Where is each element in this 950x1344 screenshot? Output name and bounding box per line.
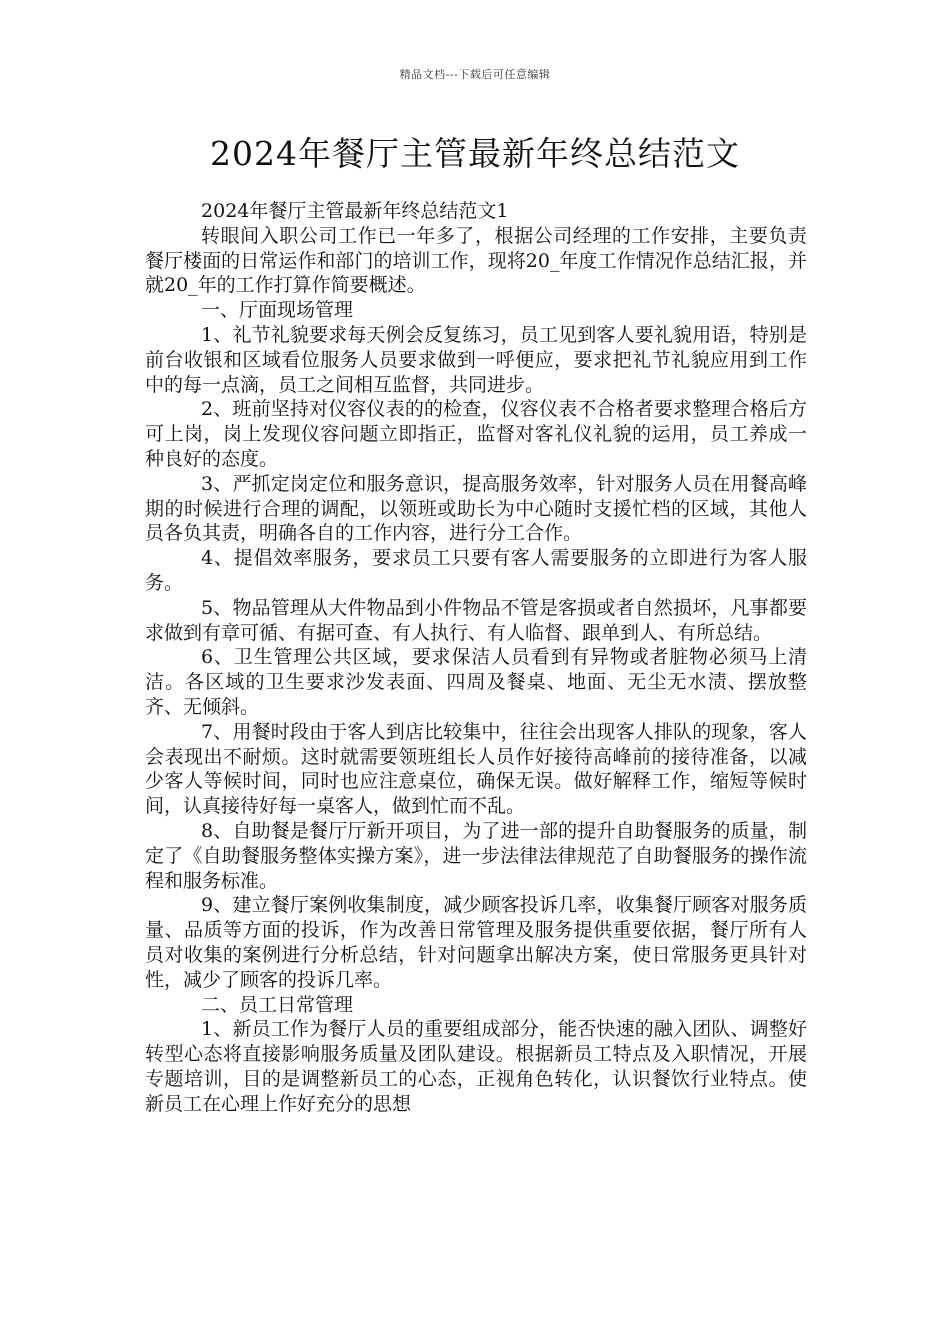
paragraph-post-assignment: 3、严抓定岗定位和服务意识，提高服务效率，针对服务人员在用餐高峰期的时候进行合理的调配，以领班或助长为中心随时支援忙档的区域，其他人员各负其责，明确各自的工作内容，进行分工合作。 bbox=[145, 472, 807, 545]
paragraph-case-collection: 9、建立餐厅案例收集制度，减少顾客投诉几率，收集餐厅顾客对服务质量、品质等方面的投诉，作为改善日常管理及服务提供重要依据，餐厅所有人员对收集的案例进行分析总结，针对问题拿出解决方案，使日常服务更具针对性，减少了顾客的投诉几率。 bbox=[145, 894, 807, 991]
intro-paragraph: 转眼间入职公司工作已一年多了，根据公司经理的工作安排，主要负责餐厅楼面的日常运作和部门的培训工作，现将20_年度工作情况作总结汇报，并就20_年的工作打算作简要概述。 bbox=[145, 224, 807, 297]
paragraph-efficient-service: 4、提倡效率服务，要求员工只要有客人需要服务的立即进行为客人服务。 bbox=[145, 547, 807, 594]
paragraph-item-management: 5、物品管理从大件物品到小件物品不管是客损或者自然损坏，凡事都要求做到有章可循、有据可查、有人执行、有人临督、跟单到人、有所总结。 bbox=[145, 596, 807, 644]
paragraph-etiquette: 1、礼节礼貌要求每天例会反复练习，员工见到客人要礼貌用语，特别是前台收银和区域看位服务人员要求做到一呼便应，要求把礼节礼貌应用到工作中的每一点滴，员工之间相互监督，共同进步。 bbox=[145, 323, 807, 396]
section-heading-staff-management: 二、员工日常管理 bbox=[201, 993, 354, 1016]
paragraph-new-staff: 1、新员工作为餐厅人员的重要组成部分，能否快速的融入团队、调整好转型心态将直接影响服务质量及团队建设。根据新员工特点及入职情况，开展专题培训，目的是调整新员工的心态，正视角色转化，认识餐饮行业特点。使新员工在心理上作好充分的思想 bbox=[145, 1018, 807, 1115]
paragraph-peak-hours: 7、用餐时段由于客人到店比较集中，往往会出现客人排队的现象，客人会表现出不耐烦。这时就需要领班组长人员作好接待高峰前的接待准备，以减少客人等候时间，同时也应注意桌位，确保无误。做好解释工作，缩短等候时间，认真接待好每一桌客人，做到忙而不乱。 bbox=[145, 720, 807, 818]
header-note: 精品文档---下载后可任意编辑 bbox=[399, 68, 551, 81]
paragraph-buffet: 8、自助餐是餐厅厅新开项目，为了进一部的提升自助餐服务的质量，制定了《自助餐服务整体实操方案》，进一步法律法律规范了自助餐服务的操作流程和服务标准。 bbox=[145, 819, 807, 892]
paragraph-appearance-check: 2、班前坚持对仪容仪表的的检查，仪容仪表不合格者要求整理合格后方可上岗，岗上发现仪容问题立即指正，监督对客礼仪礼貌的运用，员工养成一种良好的态度。 bbox=[145, 398, 807, 470]
paragraph-hygiene: 6、卫生管理公共区域，要求保洁人员看到有异物或者脏物必须马上清洁。各区域的卫生要求沙发表面、四周及餐桌、地面、无尘无水渍、摆放整齐、无倾斜。 bbox=[145, 646, 807, 718]
document-title: 2024年餐厅主管最新年终总结范文 bbox=[210, 134, 740, 173]
document-body bbox=[145, 199, 807, 1116]
subtitle-paragraph: 2024年餐厅主管最新年终总结范文1 bbox=[201, 200, 509, 222]
section-heading-floor-management: 一、厅面现场管理 bbox=[201, 299, 354, 322]
